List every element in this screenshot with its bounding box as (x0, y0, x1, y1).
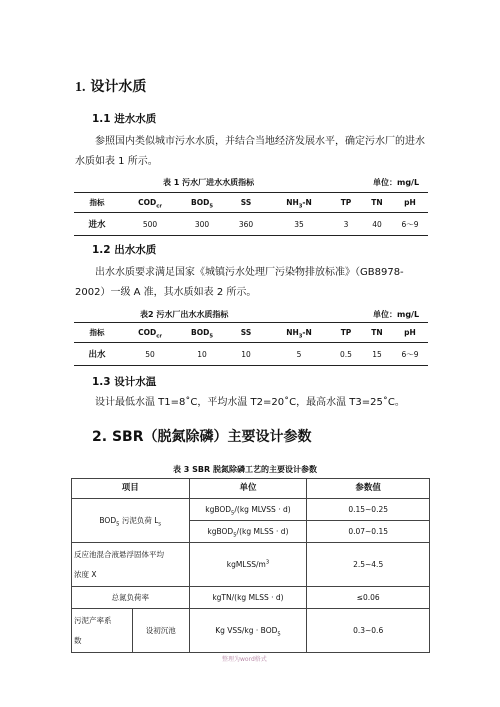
table-3-item-text: 数 (74, 635, 82, 645)
table-3-header-item: 项目 (72, 479, 190, 499)
table-2-cell: 0.5 (330, 343, 362, 366)
table-3-value-cell: 2.5~4.5 (307, 543, 430, 587)
table-2-header-cell: $NH_3-N$ (268, 323, 330, 343)
table-1-row-label: 进水 (74, 213, 120, 236)
table-3-unit-cell: kgMLSS/$m^3$ (189, 543, 307, 587)
table-1-row-influent (74, 213, 428, 236)
section-2-number: 2. (92, 429, 108, 445)
table-2-header-cell: TP (330, 323, 362, 343)
table-3-caption: 表 3 SBR 脱氮除磷工艺的主要设计参数 (173, 465, 317, 474)
table-3-unit-cell: Kg $VSS/kg \cdot BOD_5$ (189, 609, 307, 653)
table-2-cell: 6～9 (392, 343, 428, 366)
table-1-header-cell: TP (330, 193, 362, 213)
table-3-row (72, 609, 430, 653)
table-2-cell: 50 (120, 343, 180, 366)
section-1-heading (75, 76, 146, 96)
table-2-header-row (74, 323, 428, 343)
table-1-cell: 300 (180, 213, 224, 236)
subsection-1-3-heading: 1.3 设计水温 (92, 376, 157, 388)
table-2-header-cell: TN (362, 323, 392, 343)
section-1-title: 设计水质 (90, 79, 147, 95)
table-3-row (72, 499, 430, 521)
table-1-cell: 500 (120, 213, 180, 236)
table-2-unit: 单位：mg/L (373, 310, 420, 319)
subsection-1-2-heading: 1.2 出水水质 (92, 244, 157, 256)
table-2-caption: 表2 污水厂出水水质指标 (140, 310, 229, 319)
table-1-cell: 360 (224, 213, 268, 236)
table-3-value-cell: ≤0.06 (307, 587, 430, 609)
table-1-header-cell: TN (362, 193, 392, 213)
table-3-row (72, 587, 430, 609)
table-3-unit-cell: kgTN/(kg MLSS · d) (189, 587, 307, 609)
table-2-row-label: 出水 (74, 343, 120, 366)
table-3-unit-cell: kgBOD$_5$/(kg MLSS · d) (189, 521, 307, 543)
subsection-1-1-heading: 1.1 进水水质 (92, 113, 157, 125)
section-1-number: 1. (75, 80, 86, 95)
table-3-item-tn-load: 总氮负荷率 (72, 587, 190, 609)
page-footer: 整理为word格式 (222, 656, 267, 663)
table-3 (71, 478, 430, 653)
table-1-header-cell: pH (392, 193, 428, 213)
table-2-header-cell: pH (392, 323, 428, 343)
section-2-heading (92, 426, 311, 446)
table-1 (74, 192, 428, 236)
table-1-unit: 单位：mg/L (373, 178, 420, 187)
table-3-header-unit: 单位 (189, 479, 307, 499)
table-2-header-cell: SS (224, 323, 268, 343)
table-1-header-row (74, 193, 428, 213)
subsection-1-3-paragraph: 设计最低水温 T1=8˚C，平均水温 T2=20˚C，最高水温 T3=25˚C。 (95, 397, 405, 408)
table-3-item-text: 反应池混合液悬浮固体平均 (74, 549, 164, 559)
table-1-cell: 40 (362, 213, 392, 236)
table-3-value-cell: 0.15~0.25 (307, 499, 430, 521)
table-3-header-value: 参数值 (307, 479, 430, 499)
table-1-cell: 3 (330, 213, 362, 236)
subsection-1-1-paragraph: 参照国内类似城市污水水质，并结合当地经济发展水平，确定污水厂的进水水质如表 1 所示。 (75, 136, 425, 167)
table-2-cell: 15 (362, 343, 392, 366)
table-2-header-cell: $COD_{cr}$ (120, 323, 180, 343)
table-1-caption: 表 1 污水厂进水水质指标 (163, 178, 255, 187)
table-3-item-sludge-yield (72, 609, 133, 653)
table-2-header-cell: 指标 (74, 323, 120, 343)
table-3-row (72, 543, 430, 587)
table-1-cell: 6～9 (392, 213, 428, 236)
table-3-value-cell: 0.07~0.15 (307, 521, 430, 543)
table-1-cell: 35 (268, 213, 330, 236)
table-3-item-text: 浓度 X (74, 569, 97, 579)
table-1-header-cell: $NH_3-N$ (268, 193, 330, 213)
section-2-title: SBR（脱氮除磷）主要设计参数 (111, 429, 312, 445)
table-3-value-cell: 0.3~0.6 (307, 609, 430, 653)
table-2-cell: 10 (180, 343, 224, 366)
table-2-header-cell: $BOD_5$ (180, 323, 224, 343)
table-2-cell: 5 (268, 343, 330, 366)
table-3-subitem-cell: 设初沉池 (132, 609, 189, 653)
table-2 (74, 322, 428, 366)
table-1-header-cell: SS (224, 193, 268, 213)
table-3-item-bod-load: $BOD_5$ 污泥负荷 $L_s$ (72, 499, 190, 543)
table-3-unit-cell: kgBOD$_5$/(kg MLVSS · d) (189, 499, 307, 521)
table-3-header-row (72, 479, 430, 499)
table-2-cell: 10 (224, 343, 268, 366)
table-3-item-text: 污泥产率系 (74, 615, 112, 625)
subsection-1-2-paragraph: 出水水质要求满足国家《城镇污水处理厂污染物排放标准》（GB8978-2002）一级 A 准，其水质如表 2 所示。 (75, 267, 404, 298)
table-1-header-cell: $BOD_5$ (180, 193, 224, 213)
table-3-item-mlss (72, 543, 190, 587)
table-1-header-cell: $COD_{cr}$ (120, 193, 180, 213)
table-2-row-effluent (74, 343, 428, 366)
table-1-header-cell: 指标 (74, 193, 120, 213)
